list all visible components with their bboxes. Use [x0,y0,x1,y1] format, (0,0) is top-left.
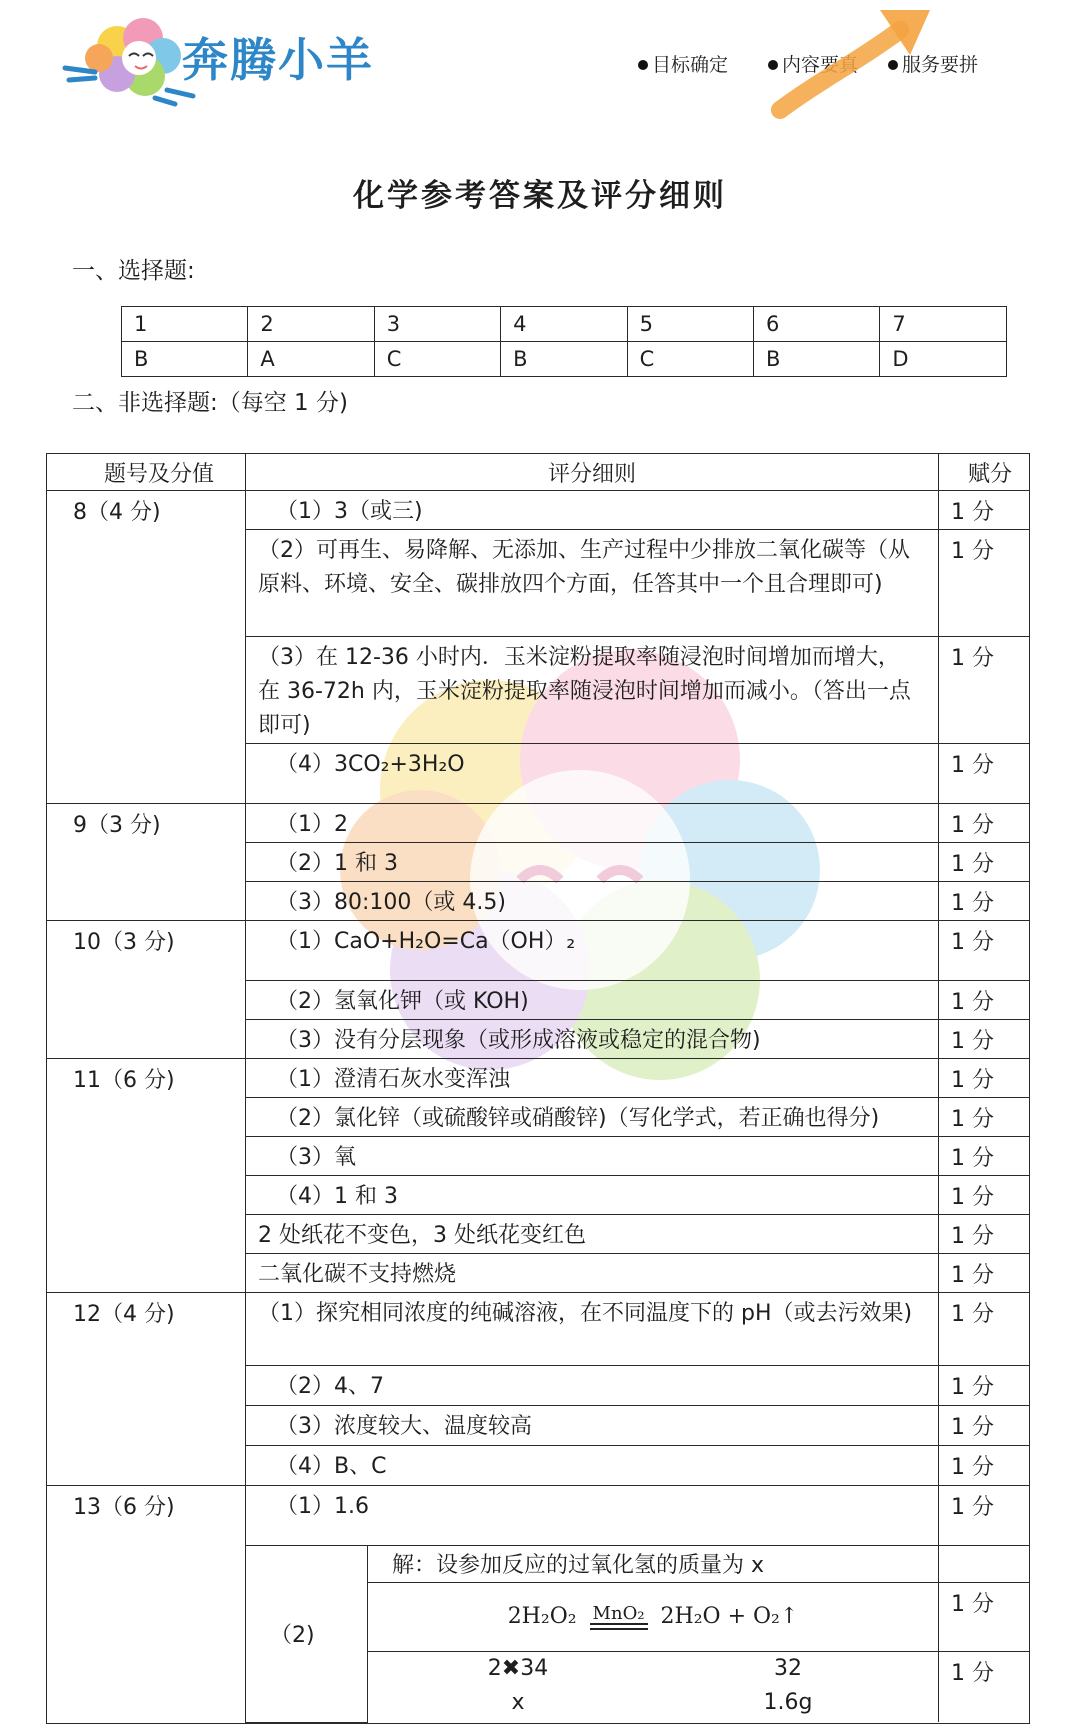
grading-criterion: （4）1 和 3 [246,1176,939,1215]
ratio-right: 32 [774,1656,802,1681]
grading-criterion: （1）1.6 [246,1486,939,1546]
grading-criterion: （2）可再生、易降解、无添加、生产过程中少排放二氧化碳等（从原料、环境、安全、碳排放四个方面，任答其中一个且合理即可) [246,530,939,637]
question-label: 13（6 分) [47,1486,246,1724]
table-cell: C [374,342,500,377]
grading-criterion: 二氧化碳不支持燃烧 [246,1254,939,1293]
score-cell: 1 分 [939,1486,1030,1546]
score-cell: 1 分 [939,921,1030,981]
grading-criterion: （3）没有分层现象（或形成溶液或稳定的混合物) [246,1020,939,1059]
grading-criterion: （1）2 [246,804,939,843]
score-cell: 1 分 [939,637,1030,744]
table-cell: A [248,342,374,377]
table-row [47,804,1030,843]
section-multiple-choice-label: 一、选择题: [72,258,195,284]
score-cell: 1 分 [939,491,1030,530]
table-cell: 5 [627,307,753,342]
equation-product: 2H₂O + O₂↑ [660,1604,799,1630]
score-cell: 1 分 [939,1583,1030,1652]
question-label: 11（6 分) [47,1059,246,1293]
score-cell: 1 分 [939,1406,1030,1446]
score-cell: 1 分 [939,1137,1030,1176]
sub-question-label: （2) [246,1546,368,1722]
table-row [47,1293,1030,1366]
table-cell: B [122,342,248,377]
column-header: 评分细则 [246,454,939,491]
table-header-row [47,454,1030,491]
chemical-equation [368,1583,939,1652]
grading-criterion: （3）氧 [246,1137,939,1176]
question-label: 9（3 分) [47,804,246,921]
document-title: 化学参考答案及评分细则 [353,178,727,214]
slogan-item: 目标确定 [638,50,728,77]
score-cell: 1 分 [939,1020,1030,1059]
solution-statement: 解：设参加反应的过氧化氢的质量为 x [368,1546,939,1583]
calculation-subtable [246,1546,1029,1723]
ratio-left: 2✖34 [487,1656,549,1681]
mass-left: x [511,1690,525,1715]
table-cell: B [501,342,627,377]
score-cell: 1 分 [939,804,1030,843]
grading-table [46,453,1030,1724]
grading-criterion: （2）4、7 [246,1366,939,1406]
table-cell: 2 [248,307,374,342]
grading-criterion: （1）CaO+H₂O=Ca（OH）₂ [246,921,939,981]
table-cell: 4 [501,307,627,342]
grading-criterion: （1）3（或三) [246,491,939,530]
score-cell: 1 分 [939,843,1030,882]
score-cell: 1 分 [939,981,1030,1020]
reaction-condition [590,1602,648,1630]
question-label: 8（4 分) [47,491,246,804]
calculation-block [246,1546,1030,1724]
multiple-choice-table [121,306,1007,377]
score-cell: 1 分 [939,1176,1030,1215]
score-cell: 1 分 [939,882,1030,921]
table-cell: D [880,342,1007,377]
section-free-response-label: 二、非选择题:（每空 1 分) [72,390,348,416]
table-row [47,1059,1030,1098]
table-cell: 6 [753,307,879,342]
brand-name: 奔腾小羊 [182,33,374,87]
column-header: 题号及分值 [47,454,246,491]
grading-criterion: （4）B、C [246,1446,939,1486]
table-row [47,491,1030,530]
question-number-row [122,307,1007,342]
score-cell: 1 分 [939,530,1030,637]
grading-criterion: （2）1 和 3 [246,843,939,882]
table-cell: B [753,342,879,377]
score-cell: 1 分 [939,1059,1030,1098]
grading-criterion: 2 处纸花不变色，3 处纸花变红色 [246,1215,939,1254]
question-label: 10（3 分) [47,921,246,1059]
equation-reactant: 2H₂O₂ [507,1604,577,1630]
table-cell: 1 [122,307,248,342]
table-row [47,1486,1030,1546]
score-cell: 1 分 [939,1293,1030,1366]
score-cell: 1 分 [939,1652,1030,1723]
score-cell: 1 分 [939,1215,1030,1254]
score-cell: 1 分 [939,1446,1030,1486]
slogan-item: 服务要拼 [888,50,978,77]
score-cell: 1 分 [939,744,1030,804]
table-cell: C [627,342,753,377]
grading-criterion: （2）氯化锌（或硫酸锌或硝酸锌)（写化学式，若正确也得分) [246,1098,939,1137]
answer-row [122,342,1007,377]
table-cell: 3 [374,307,500,342]
question-label: 12（4 分) [47,1293,246,1486]
mass-right: 1.6g [763,1690,813,1715]
bullet-icon [638,60,648,70]
arrow-decoration-icon [760,0,960,120]
grading-criterion: （3）80:100（或 4.5) [246,882,939,921]
score-cell: 1 分 [939,1254,1030,1293]
catalyst-label: MnO₂ [592,1602,645,1624]
score-cell [939,1546,1030,1583]
grading-criterion: （1）探究相同浓度的纯碱溶液，在不同温度下的 pH（或去污效果) [246,1293,939,1366]
table-cell: 7 [880,307,1007,342]
ratio-block [368,1652,939,1723]
slogan-item: 内容要真 [768,50,858,77]
grading-criterion: （3）浓度较大、温度较高 [246,1406,939,1446]
grading-criterion: （3）在 12-36 小时内．玉米淀粉提取率随浸泡时间增加而增大，在 36-72h 内，玉米淀粉提取率随浸泡时间增加而减小。（答出一点即可) [246,637,939,744]
equals-sign [590,1623,648,1630]
grading-criterion: （1）澄清石灰水变浑浊 [246,1059,939,1098]
table-row [47,921,1030,981]
score-cell: 1 分 [939,1366,1030,1406]
grading-criterion: （4）3CO₂+3H₂O [246,744,939,804]
grading-criterion: （2）氢氧化钾（或 KOH) [246,981,939,1020]
column-header: 赋分 [939,454,1030,491]
score-cell: 1 分 [939,1098,1030,1137]
